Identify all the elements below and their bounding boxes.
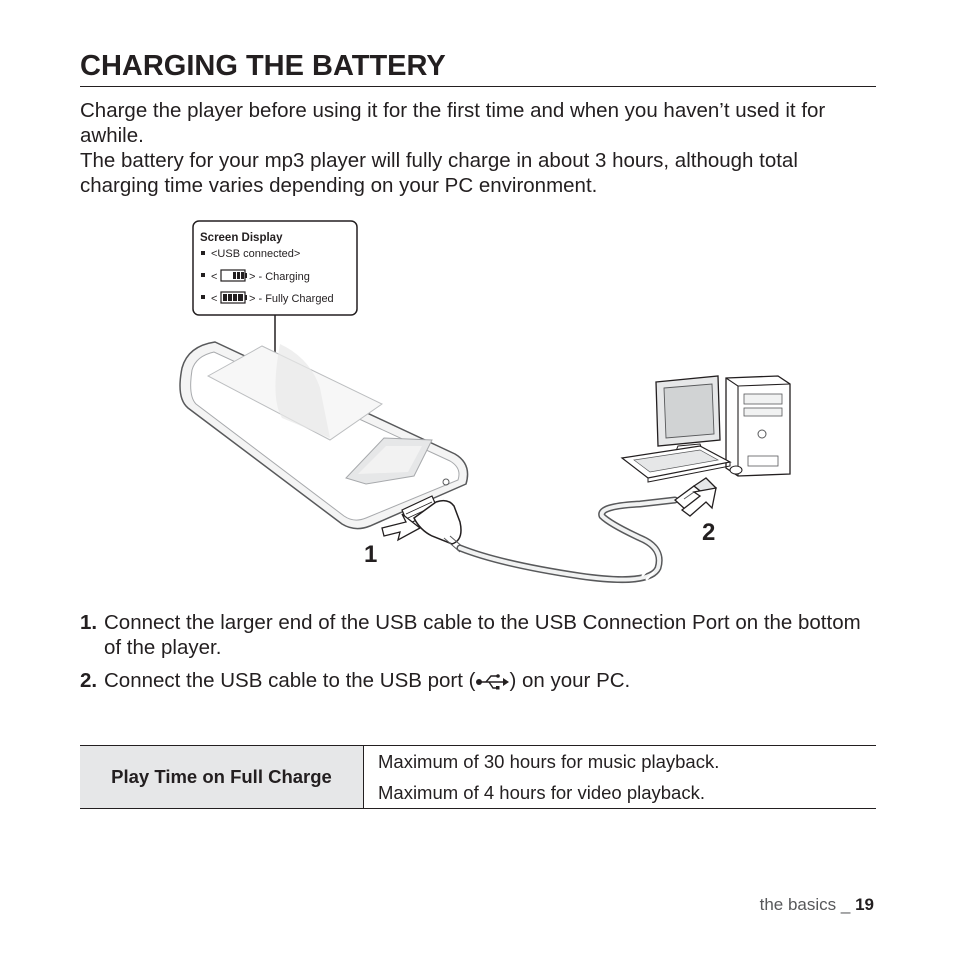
usb-cable [460, 500, 675, 580]
step-marker-1: 1 [364, 541, 378, 568]
step-text-before: Connect the USB cable to the USB port ( [104, 669, 476, 692]
step-number: 2. [80, 669, 98, 692]
table-row [80, 746, 876, 809]
step-list [80, 610, 880, 701]
battery-full-icon [221, 292, 247, 303]
screen-display-callout [193, 221, 357, 363]
callout-item-charging-label: > - Charging [249, 271, 310, 283]
intro-paragraph-1: Charge the player before using it for the first time and when you haven’t used it for awhile. [80, 99, 826, 147]
spec-value-music: Maximum of 30 hours for music playback. [378, 751, 720, 772]
title-rule [80, 86, 876, 87]
intro-paragraph-2: The battery for your mp3 player will fully charge in about 3 hours, although total charging time varies depending on your PC environment. [80, 149, 798, 197]
desktop-computer [622, 376, 790, 482]
intro-text [80, 98, 880, 198]
callout-item-charging-prefix: < [211, 271, 218, 283]
spec-values [364, 746, 877, 809]
page-number: 19 [855, 895, 874, 914]
callout-title: Screen Display [200, 232, 283, 244]
page-footer [760, 895, 874, 915]
charging-illustration [170, 218, 800, 598]
battery-charging-icon [221, 270, 247, 281]
step-number: 1. [80, 611, 98, 634]
step-item [80, 610, 880, 660]
usb-icon [475, 674, 509, 690]
page-title: CHARGING THE BATTERY [80, 50, 446, 82]
footer-section: the basics _ [759, 895, 856, 914]
step-item [80, 668, 880, 693]
spec-table [80, 745, 876, 809]
step-marker-2: 2 [702, 519, 716, 546]
spec-label: Play Time on Full Charge [80, 746, 364, 809]
step-text: Connect the larger end of the USB cable to the USB Connection Port on the bottom of the player. [104, 611, 861, 659]
spec-value-video: Maximum of 4 hours for video playback. [378, 782, 705, 803]
callout-item-usb-connected: <USB connected> [211, 248, 301, 260]
step-text-after: ) on your PC. [509, 669, 631, 692]
callout-item-full-prefix: < [211, 293, 218, 305]
callout-item-full-label: > - Fully Charged [249, 293, 334, 305]
